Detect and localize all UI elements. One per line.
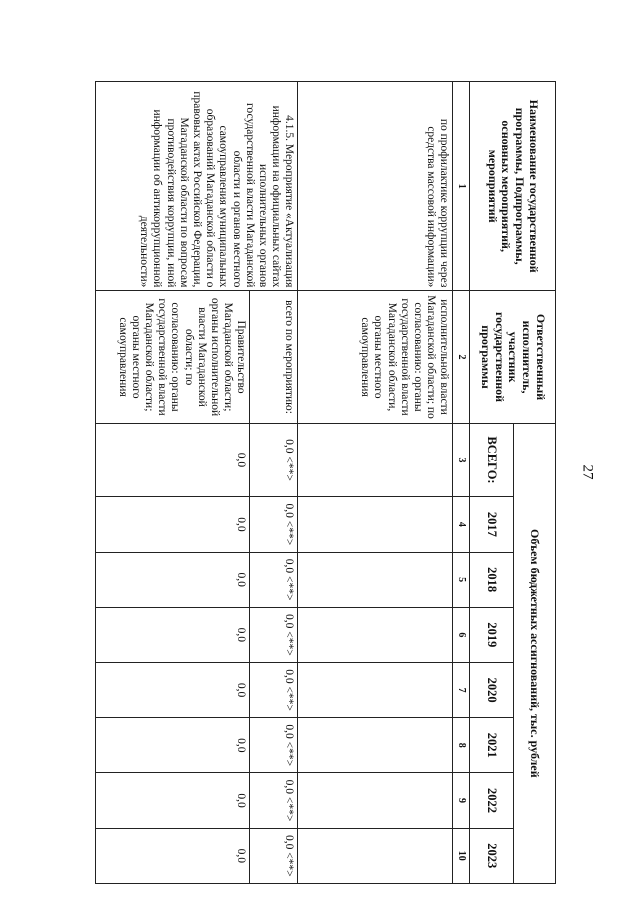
- header-year-2018: 2018: [470, 552, 514, 607]
- row2-executor-detail: Правительство Магаданской области; органы исполнительной власти Магаданской области; по согласованию: органы государственной власти Магаданской области; органы местного самоуправления: [96, 291, 251, 423]
- row2-value-sum: 0,0: [96, 423, 251, 497]
- row1-empty: [298, 773, 453, 828]
- row2-total-2023: 0,0 <**>: [250, 828, 298, 883]
- row1-executor: исполнительной власти Магаданской области; по согласованию: органы государственной власти Магаданской области, органы местного самоуправления: [298, 291, 453, 423]
- header-executor: Ответственный исполнитель, участник государственной программы: [470, 291, 556, 423]
- row1-empty: [298, 828, 453, 883]
- column-number: 2: [453, 291, 470, 423]
- row1-empty: [298, 423, 453, 497]
- page-number: 27: [579, 464, 596, 480]
- header-budget: Объем бюджетных ассигнований, тыс. рублей: [514, 423, 556, 883]
- row1-empty: [298, 607, 453, 662]
- row2-total-2020: 0,0 <**>: [250, 662, 298, 717]
- budget-table: [95, 81, 556, 884]
- row2-name: 4.1.5. Мероприятие «Актуализация информации на официальных сайтах исполнительных органов государственной власти Магаданской области и органов местного самоуправления муниципальных образований Магаданской области о правовых актах Российской Федерации, Магаданской области по вопросам противодействия коррупции, иной информации об антикоррупционной деятельности»: [96, 82, 299, 291]
- row2-value-2023: 0,0: [96, 828, 251, 883]
- row1-empty: [298, 718, 453, 773]
- header-year-2020: 2020: [470, 662, 514, 717]
- header-program-name: Наименование государственной программы, Подпрограммы, основных мероприятий, мероприятий: [470, 82, 556, 291]
- header-year-2019: 2019: [470, 607, 514, 662]
- header-year-2017: 2017: [470, 497, 514, 552]
- row2-value-2019: 0,0: [96, 607, 251, 662]
- row2-total-2017: 0,0 <**>: [250, 497, 298, 552]
- row2-total-2018: 0,0 <**>: [250, 552, 298, 607]
- row1-name: по профилактике коррупции через средства массовой информации»: [298, 82, 453, 291]
- column-number: 10: [453, 828, 470, 883]
- row1-empty: [298, 552, 453, 607]
- column-number: 9: [453, 773, 470, 828]
- header-year-2021: 2021: [470, 718, 514, 773]
- header-year-2022: 2022: [470, 773, 514, 828]
- column-number: 4: [453, 497, 470, 552]
- row2-total-2019: 0,0 <**>: [250, 607, 298, 662]
- header-year-2023: 2023: [470, 828, 514, 883]
- row2-total-2021: 0,0 <**>: [250, 718, 298, 773]
- row2-value-2017: 0,0: [96, 497, 251, 552]
- header-total: ВСЕГО:: [470, 423, 514, 497]
- row2-total-sum: 0,0 <**>: [250, 423, 298, 497]
- column-number: 6: [453, 607, 470, 662]
- row2-total-2022: 0,0 <**>: [250, 773, 298, 828]
- row1-empty: [298, 497, 453, 552]
- row1-empty: [298, 662, 453, 717]
- column-number: 8: [453, 718, 470, 773]
- column-number: 7: [453, 662, 470, 717]
- row2-value-2022: 0,0: [96, 773, 251, 828]
- row2-value-2018: 0,0: [96, 552, 251, 607]
- budget-table-rotated: [95, 81, 556, 884]
- row2-executor-total: всего по мероприятию:: [250, 291, 298, 423]
- column-number: 5: [453, 552, 470, 607]
- row2-value-2020: 0,0: [96, 662, 251, 717]
- column-number: 3: [453, 423, 470, 497]
- column-number: 1: [453, 82, 470, 291]
- row2-value-2021: 0,0: [96, 718, 251, 773]
